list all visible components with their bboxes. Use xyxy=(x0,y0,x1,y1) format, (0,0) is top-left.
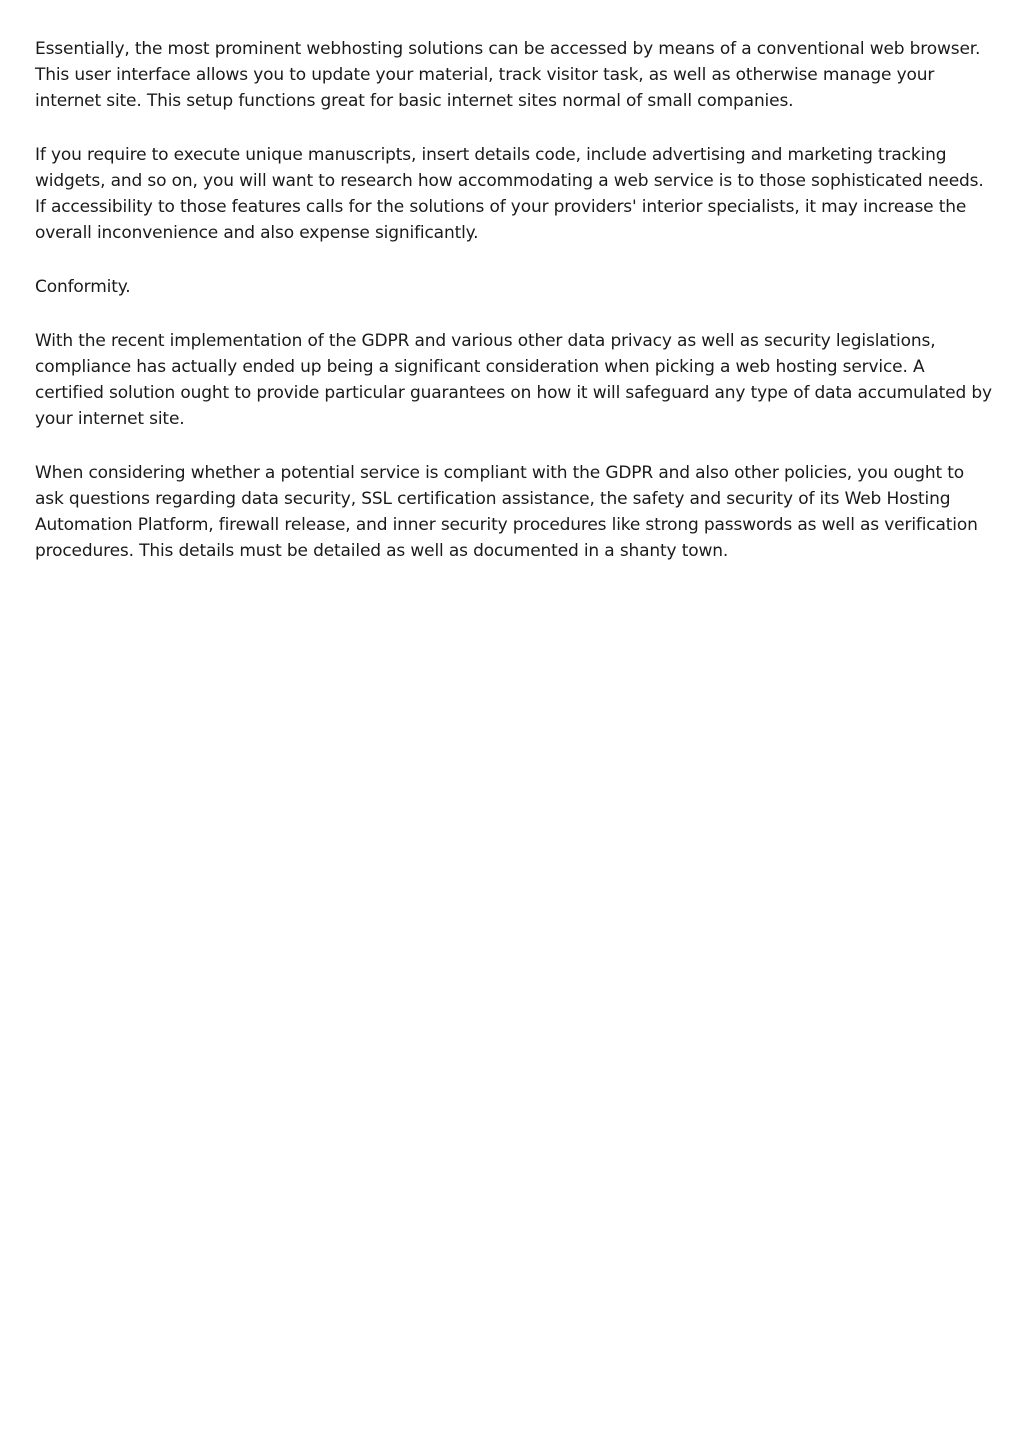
section-heading-conformity: Conformity. xyxy=(35,277,131,297)
paragraph-web-browser-access: Essentially, the most prominent webhosting solutions can be accessed by means of a conventional web browser. This user interface allows you to update your material, track visitor task, as well as otherwise manage your internet site. This setup functions great for basic internet sites normal of small companies. xyxy=(35,39,981,111)
document-body xyxy=(35,36,995,592)
paragraph-gdpr-compliance: With the recent implementation of the GDPR and various other data privacy as well as security legislations, compliance has actually ended up being a significant consideration when picking a web hosting service. A certified solution ought to provide particular guarantees on how it will safeguard any type of data accumulated by your internet site. xyxy=(35,331,992,429)
paragraph-compliance-questions: When considering whether a potential service is compliant with the GDPR and also other policies, you ought to ask questions regarding data security, SSL certification assistance, the safety and security of its Web Hosting Automation Platform, firewall release, and inner security procedures like strong passwords as well as verification procedures. This details must be detailed as well as documented in a shanty town. xyxy=(35,463,978,561)
paragraph-advanced-needs: If you require to execute unique manuscripts, insert details code, include advertising and marketing tracking widgets, and so on, you will want to research how accommodating a web service is to those sophisticated needs. If accessibility to those features calls for the solutions of your providers' interior specialists, it may increase the overall inconvenience and also expense significantly. xyxy=(35,145,984,243)
